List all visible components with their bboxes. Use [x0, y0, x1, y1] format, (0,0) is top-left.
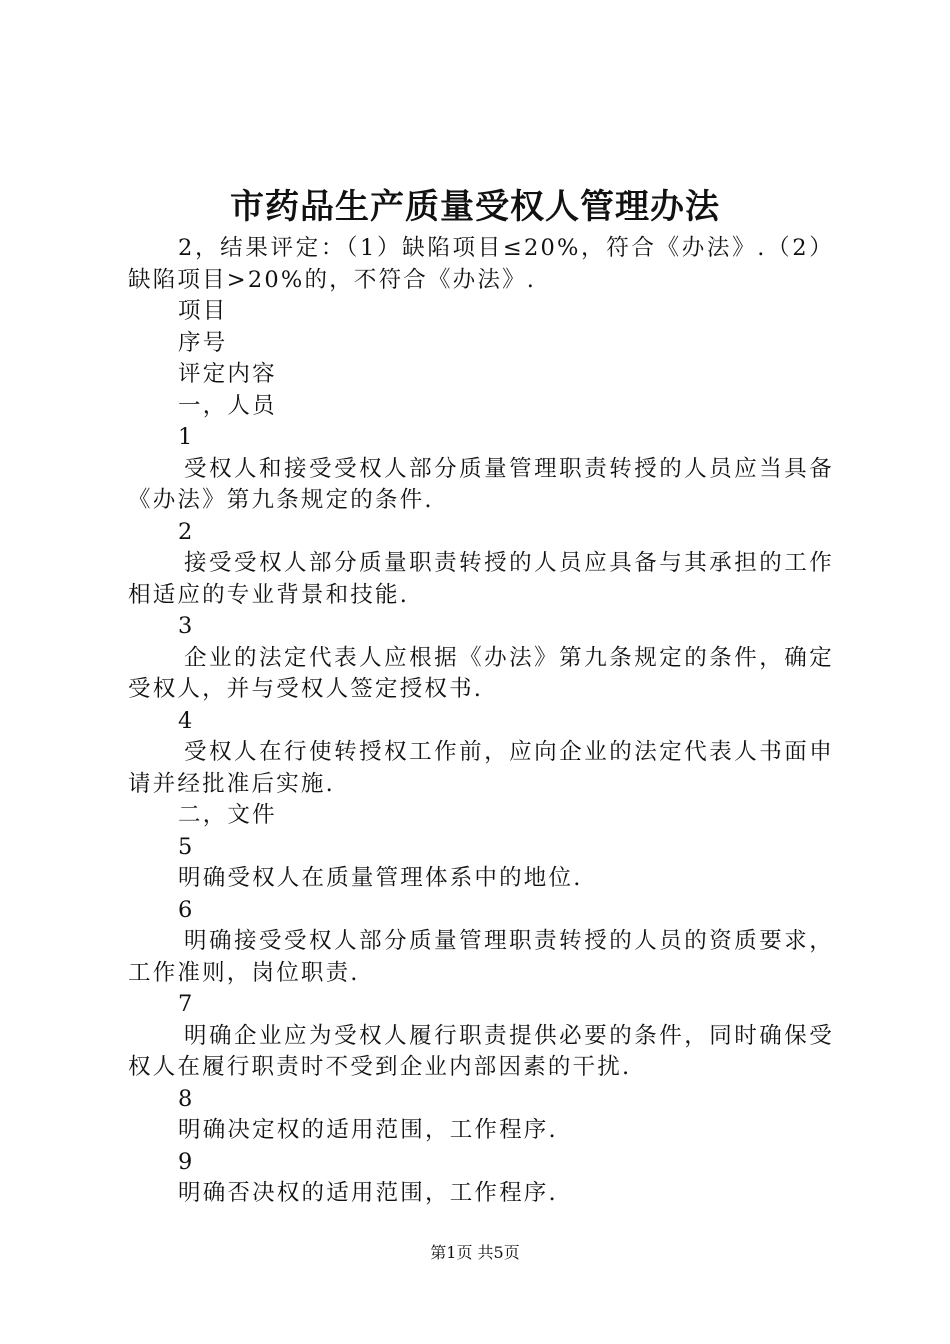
body-paragraph: 企业的法定代表人应根据《办法》第九条规定的条件，确定受权人，并与受权人签定授权书. [128, 644, 834, 702]
body-paragraph: 二，文件 [178, 802, 277, 828]
body-paragraph: 1 [178, 424, 195, 450]
page-footer: 第1页 共5页 [430, 1243, 520, 1262]
body-paragraph: 接受受权人部分质量职责转授的人员应具备与其承担的工作相适应的专业背景和技能. [128, 550, 834, 608]
body-paragraph: 一，人员 [178, 392, 277, 419]
body-paragraph: 受权人在行使转授权工作前，应向企业的法定代表人书面申请并经批准后实施. [128, 739, 834, 797]
body-paragraph: 6 [178, 896, 195, 923]
body-paragraph: 8 [178, 1085, 195, 1112]
document-title: 市药品生产质量受权人管理办法 [230, 187, 720, 227]
body-paragraph: 3 [178, 613, 195, 639]
body-paragraph: 序号 [178, 329, 228, 356]
body-paragraph: 2 [178, 518, 195, 545]
body-paragraph: 5 [178, 833, 195, 860]
body-paragraph: 评定内容 [178, 361, 277, 387]
body-paragraph: 受权人和接受受权人部分质量管理职责转授的人员应当具备《办法》第九条规定的条件. [128, 455, 834, 513]
document-body [128, 233, 834, 1210]
body-paragraph: 明确接受受权人部分质量管理职责转授的人员的资质要求，工作准则，岗位职责. [128, 928, 834, 986]
body-paragraph: 项目 [178, 298, 228, 324]
body-paragraph: 明确决定权的适用范围，工作程序. [178, 1117, 558, 1143]
body-paragraph: 明确企业应为受权人履行职责提供必要的条件，同时确保受权人在履行职责时不受到企业内部因素的干扰. [128, 1022, 834, 1080]
body-paragraph: 明确受权人在质量管理体系中的地位. [178, 865, 583, 891]
body-paragraph: 明确否决权的适用范围，工作程序. [178, 1180, 558, 1206]
body-paragraph: 9 [178, 1148, 195, 1175]
body-paragraph: 4 [178, 707, 195, 734]
body-paragraph: 2，结果评定：（1）缺陷项目≤20%，符合《办法》.（2）缺陷项目>20%的，不符合《办法》. [128, 235, 834, 293]
body-paragraph: 7 [178, 991, 195, 1017]
